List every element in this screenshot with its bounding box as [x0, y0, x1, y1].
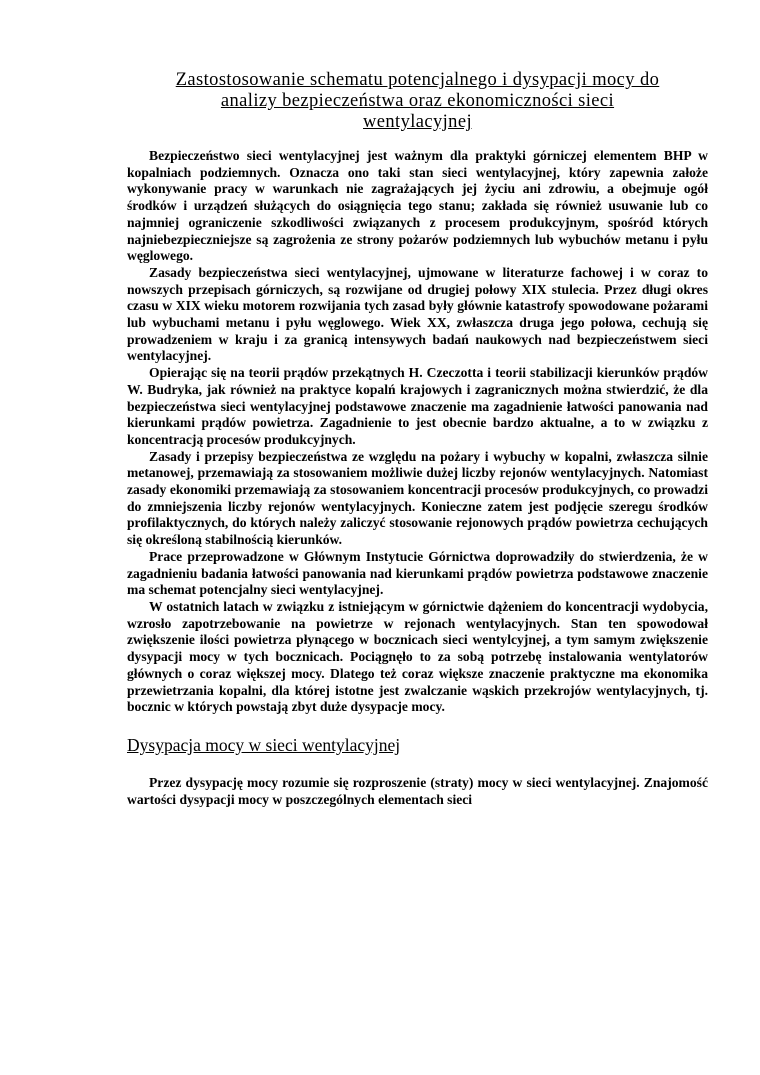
- body-paragraph: Bezpieczeństwo sieci wentylacyjnej jest ważnym dla praktyki górniczej elementem BHP w kopalniach podziemnych. Oznacza ono taki stan sieci wentylacyjnej, który zapewnia założe wykonywanie pracy w warunkach nie zagrażających jej życiu ani zdrowiu, a obejmuje ogół środków i urządzeń służących do osiągnięcia tego stanu; zakłada się również usuwanie lub co najmniej ograniczenie szkodliwości związanych z procesem produkcyjnym, spośród których najniebezpieczniejsze są zagrożenia ze strony pożarów podziemnych lub wybuchów metanu i pyłu węglowego.: [127, 148, 708, 264]
- title-line: analizy bezpieczeństwa oraz ekonomiczności sieci: [220, 91, 615, 111]
- body-paragraph: Zasady bezpieczeństwa sieci wentylacyjnej, ujmowane w literaturze fachowej i w coraz to nowszych przepisach górniczych, są rozwijane od drugiej połowy XIX stulecia. Przez długi okres czasu w XIX wieku motorem rozwijania tych zasad były głównie katastrofy spowodowane pożarami lub wybuchami metanu i pyłu węglowego. Wiek XX, zwłaszcza druga jego połowa, cechują się prowadzeniem w kraju i za granicą intensywych badań naukowych nad bezpieczeństwem sieci wentylacyjnej.: [127, 264, 708, 364]
- document-title: [127, 70, 708, 133]
- document-page: [127, 70, 708, 808]
- section-heading: Dysypacja mocy w sieci wentylacyjnej: [127, 734, 401, 755]
- section-paragraph: Przez dysypację mocy rozumie się rozproszenie (straty) mocy w sieci wentylacyjnej. Znajomość wartości dysypacji mocy w poszczególnych elementach sieci: [127, 774, 708, 807]
- title-line: wentylacyjnej: [363, 112, 472, 132]
- body-paragraph: Opierając się na teorii prądów przekątnych H. Czeczotta i teorii stabilizacji kierunków prądów W. Budryka, jak również na praktyce kopalń krajowych i zagranicznych można stwierdzić, że dla bezpieczeństwa sieci wentylacyjnej podstawowe znaczenie ma zagadnienie łatwości panowania nad kierunkami prądów powietrza. Zagadnienie to jest obecnie bardzo aktualne, a to w związku z koncentracją procesów produkcyjnych.: [127, 365, 708, 447]
- body-paragraph: Zasady i przepisy bezpieczeństwa ze względu na pożary i wybuchy w kopalni, zwłaszcza silnie metanowej, przemawiają za stosowaniem możliwie dużej liczby rejonów wentylacyjnych. Natomiast zasady ekonomiki przemawiają za stosowaniem koncentracji procesów produkcyjnych, co prowadzi do zmniejszenia liczby rejonów wentylacyjnych. Konieczne zatem jest podjęcie szeregu środków profilaktycznych, do których należy zaliczyć stosowanie rejonowych prądów powietrza cechujących się określoną stabilnością kierunków.: [127, 448, 708, 548]
- body-paragraph: Prace przeprowadzone w Głównym Instytucie Górnictwa doprowadziły do stwierdzenia, że w zagadnieniu badania łatwości panowania nad kierunkami prądów powietrza podstawowe znaczenie ma schemat potencjalny sieci wentylacyjnej.: [127, 548, 708, 598]
- title-line: Zastostosowanie schematu potencjalnego i dysypacji mocy do: [175, 70, 660, 90]
- body-paragraph: W ostatnich latach w związku z istniejącym w górnictwie dążeniem do koncentracji wydobycia, wzrosło zapotrzebowanie na powietrze w rejonach wentylacyjnych. Stan ten spowodował zwiększenie ilości powietrza płynącego w bocznicach sieci wentylcyjnej, a tym samym zwiększenie dysypacji mocy w tych bocznicach. Pociągnęło to za sobą potrzebę instalowania wentylatorów głównych o coraz większej mocy. Dlatego też coraz większe znaczenie praktyczne ma ekonomika przewietrzania kopalni, dla której istotne jest zwalczanie wąskich przekrojów wentylacyjnych, tj. bocznic w których powstają zbyt duże dysypacje mocy.: [127, 598, 708, 715]
